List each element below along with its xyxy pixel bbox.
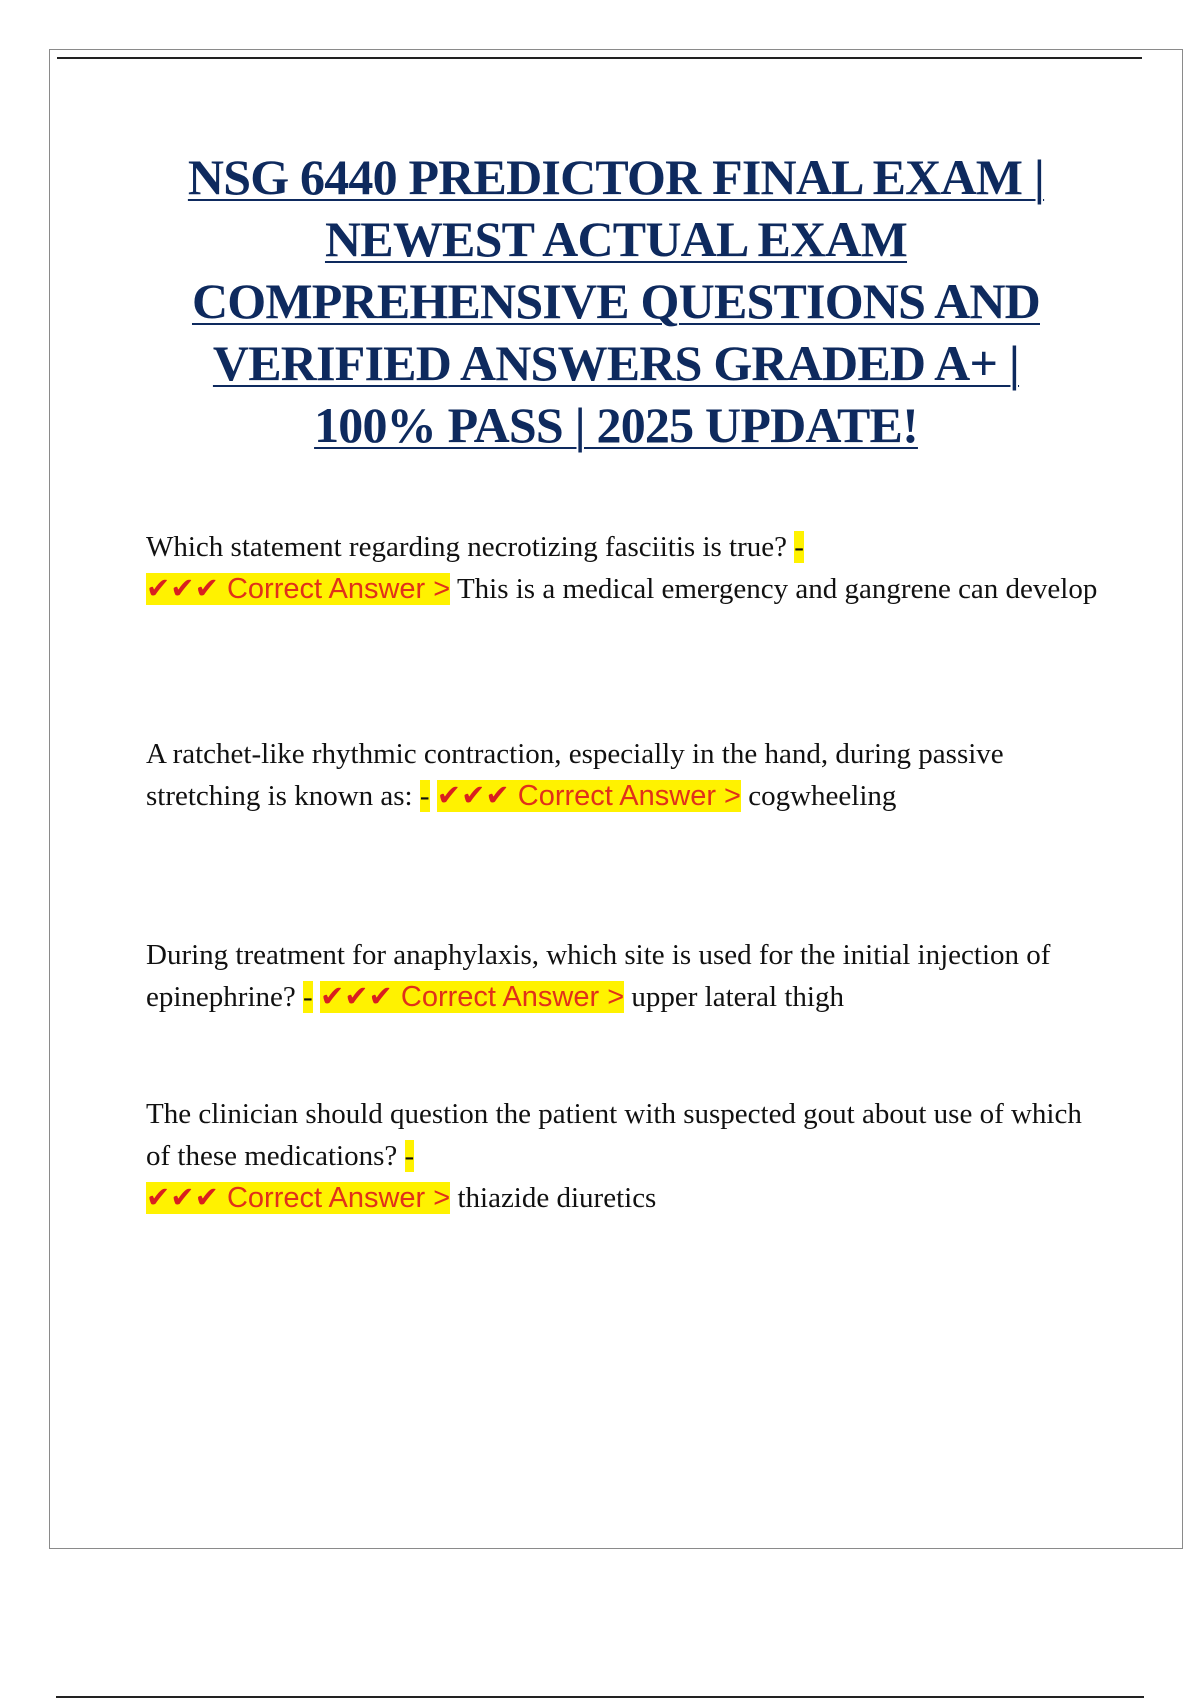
checkmark-icon: ✔✔✔ xyxy=(436,780,510,812)
answer-text: cogwheeling xyxy=(748,780,897,812)
arrow-icon: > xyxy=(433,573,451,605)
correct-answer-label: Correct Answer xyxy=(226,573,426,605)
arrow-icon: > xyxy=(433,1182,451,1214)
answer-text: This is a medical emergency and gangrene can develop xyxy=(456,573,1098,605)
question-text: A ratchet-like rhythmic contraction, especially in the hand, during passive stretching is known as: xyxy=(146,738,1004,812)
answer-text: thiazide diuretics xyxy=(457,1182,657,1214)
correct-answer-label: Correct Answer xyxy=(400,981,600,1013)
checkmark-icon: ✔✔✔ xyxy=(146,1182,219,1214)
qa-item-1 xyxy=(146,526,1106,610)
checkmark-icon: ✔✔✔ xyxy=(146,573,219,605)
question-text: During treatment for anaphylaxis, which site is used for the initial injection of epinephrine? xyxy=(146,939,1051,1013)
title-line: VERIFIED ANSWERS GRADED A+ | xyxy=(212,335,1020,391)
bottom-rule xyxy=(56,1696,1144,1698)
question-text: The clinician should question the patient with suspected gout about use of which of these medications? xyxy=(146,1098,1082,1172)
qa-item-4 xyxy=(146,1093,1106,1219)
answer-dash: - xyxy=(419,780,430,812)
document-page xyxy=(49,49,1183,1549)
checkmark-icon: ✔✔✔ xyxy=(319,981,393,1013)
correct-answer-label: Correct Answer xyxy=(226,1182,426,1214)
answer-marker xyxy=(437,780,741,812)
title-line: 100% PASS | 2025 UPDATE! xyxy=(314,397,918,453)
answer-marker xyxy=(146,1182,450,1214)
question-text: Which statement regarding necrotizing fasciitis is true? xyxy=(146,531,787,563)
qa-item-3 xyxy=(146,934,1106,1018)
answer-marker xyxy=(320,981,624,1013)
answer-marker xyxy=(146,573,450,605)
document-title xyxy=(110,146,1122,456)
qa-item-2 xyxy=(146,733,1106,817)
answer-dash: - xyxy=(794,531,804,563)
title-line: COMPREHENSIVE QUESTIONS AND xyxy=(191,273,1040,329)
top-rule xyxy=(57,57,1142,59)
correct-answer-label: Correct Answer xyxy=(517,780,716,812)
arrow-icon: > xyxy=(607,981,625,1013)
arrow-icon: > xyxy=(724,780,741,812)
title-line: NEWEST ACTUAL EXAM xyxy=(324,211,908,267)
answer-dash: - xyxy=(303,981,313,1013)
answer-dash: - xyxy=(404,1140,415,1172)
title-line: NSG 6440 PREDICTOR FINAL EXAM | xyxy=(187,149,1045,205)
answer-text: upper lateral thigh xyxy=(631,981,844,1013)
